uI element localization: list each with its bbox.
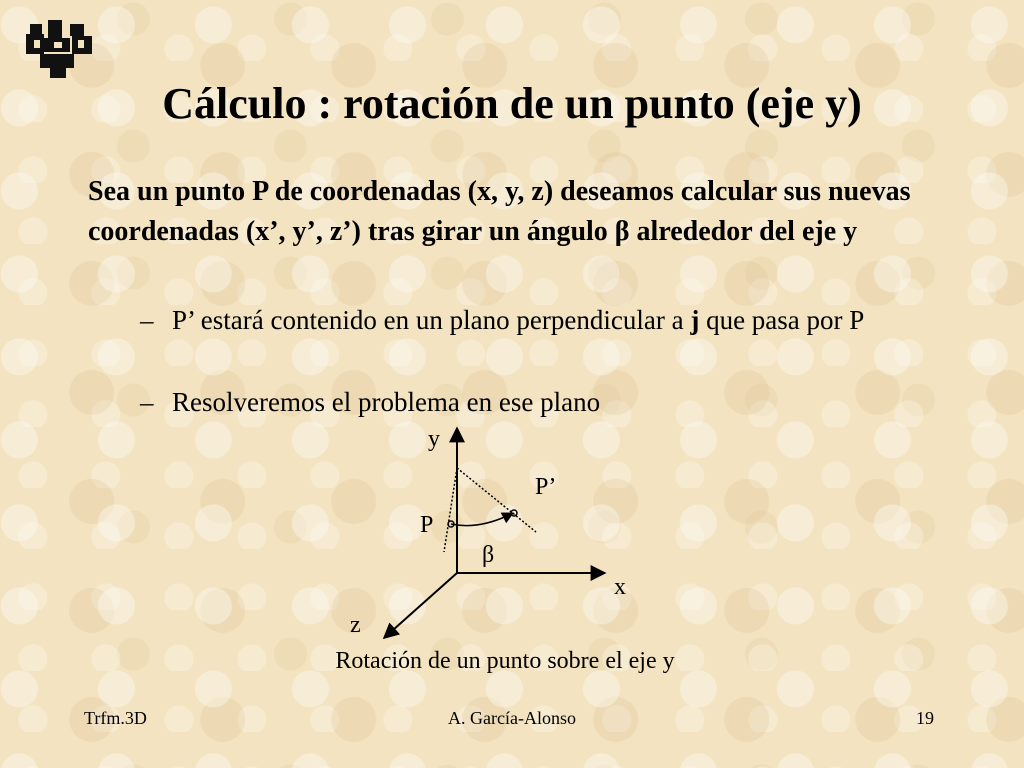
diagram-caption: Rotación de un punto sobre el eje y: [335, 648, 675, 674]
z-axis-label: z: [350, 612, 361, 638]
point-p-label: P: [420, 512, 434, 538]
slide-title: Cálculo : rotación de un punto (eje y): [162, 79, 862, 128]
bullet-item: [140, 384, 920, 420]
x-axis-label: x: [614, 574, 626, 600]
bullet-text: Resolveremos el problema en ese plano: [172, 387, 601, 417]
bullet-bold-vector: j: [690, 305, 700, 335]
rotation-arc: [451, 513, 513, 526]
university-logo: [26, 18, 92, 80]
bullet-dash: –: [140, 305, 154, 335]
footer-course: Trfm.3D: [84, 708, 147, 728]
main-paragraph: Sea un punto P de coordenadas (x, y, z) deseamos calcular sus nuevas coordenadas (x’, y’, z’) tras girar un ángulo β alrededor del eje y: [88, 176, 911, 247]
radius-line-p: [444, 468, 457, 552]
bullet-text: [172, 302, 920, 338]
bullet-text-part: que pasa por P: [699, 305, 865, 335]
bullet-item: [140, 302, 920, 338]
angle-beta-label: β: [482, 542, 495, 568]
bullet-text-part: P’ estará contenido en un plano perpendicular a: [172, 305, 691, 335]
bullet-dash: –: [140, 387, 154, 417]
footer-page-number: 19: [916, 708, 934, 728]
z-axis: [384, 573, 457, 638]
point-p-prime-label: P’: [535, 474, 557, 500]
footer-author: A. García-Alonso: [448, 708, 576, 728]
radius-line-p-prime: [457, 468, 536, 532]
y-axis-label: y: [428, 426, 440, 452]
